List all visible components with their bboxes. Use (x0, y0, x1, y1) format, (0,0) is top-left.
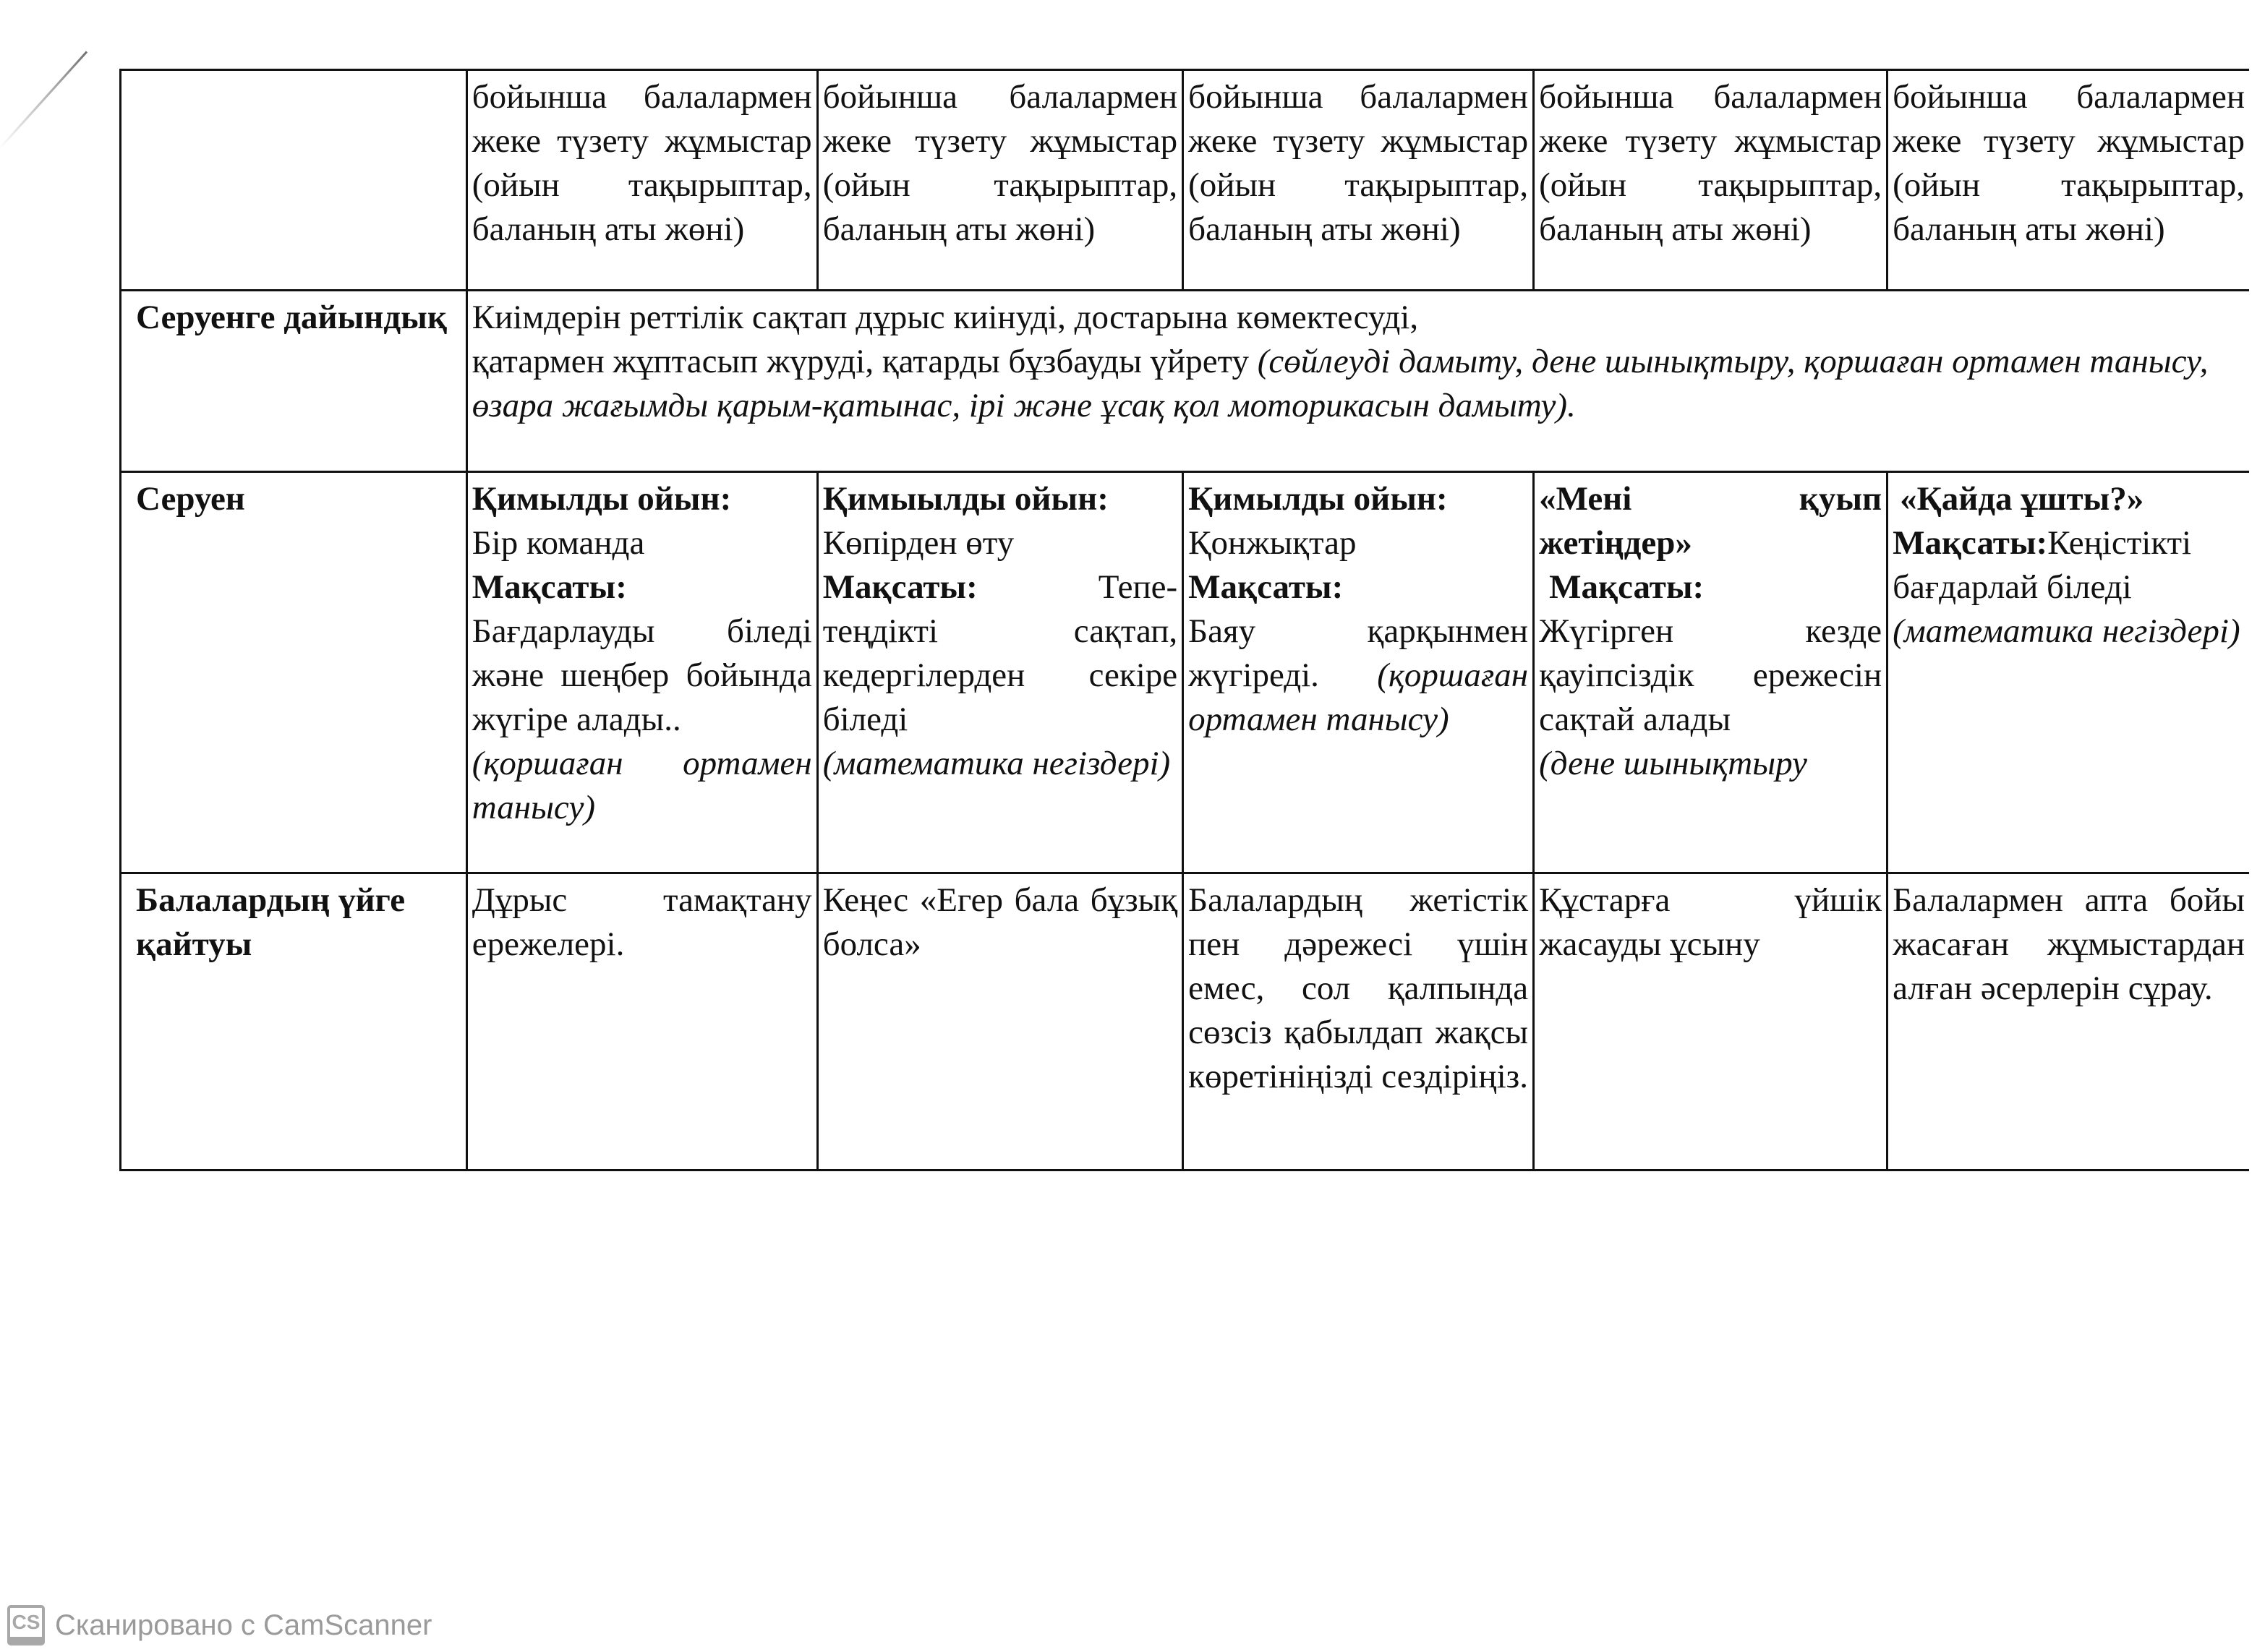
table-cell-day-5: бойынша балалармен жеке түзету жұмыстар (ойын тақырыптар, баланың аты жөні) (1888, 70, 2249, 291)
game-title: Қимыылды ойын: (822, 480, 1109, 518)
table-cell-home-day-2: Кеңес «Егер бала бұзық болса» (817, 873, 1182, 1170)
learning-area: (қоршаған ортамен танысу) (472, 745, 812, 826)
scan-page-edge (0, 51, 88, 149)
table-cell-home-day-5: Балалармен апта бойы жасаған жұмыстардан алған әсерлерін сұрау. (1888, 873, 2249, 1170)
table-cell-walk-preparation-merged (466, 291, 2249, 472)
table-row-walk-preparation (121, 291, 2250, 472)
table-cell-home-day-1: Дұрыс тамақтану ережелері. (466, 873, 817, 1170)
daily-plan-table (119, 69, 2249, 1171)
goal-label: Мақсаты: (1893, 524, 2048, 562)
goal-label: Мақсаты: (822, 568, 978, 606)
learning-area: (дене шынықтыру (1539, 745, 1807, 782)
game-title: «Мені қуып жетіңдер» (1539, 480, 1882, 562)
table-row-going-home (121, 873, 2250, 1170)
learning-area: (математика негіздері) (822, 745, 1171, 782)
table-cell-walk-day-3 (1183, 472, 1534, 873)
goal-label: Мақсаты: (1549, 568, 1705, 606)
game-name: Көпірден өту (822, 524, 1015, 562)
table-cell-day-2: бойынша балалармен жеке түзету жұмыстар (ойын тақырыптар, баланың аты жөні) (817, 70, 1182, 291)
table-row-individual-work (121, 70, 2250, 291)
game-title: «Қайда ұшты?» (1900, 480, 2144, 518)
game-name: Бір команда (472, 524, 645, 562)
row-label-walk-preparation: Серуенге дайындық (121, 291, 467, 472)
table-cell-day-1: бойынша балалармен жеке түзету жұмыстар (ойын тақырыптар, баланың аты жөні) (466, 70, 817, 291)
row-label-walk: Серуен (121, 472, 467, 873)
table-cell-day-3: бойынша балалармен жеке түзету жұмыстар (ойын тақырыптар, баланың аты жөні) (1183, 70, 1534, 291)
table-cell-walk-day-1 (466, 472, 817, 873)
goal-label: Мақсаты: (472, 568, 627, 606)
walk-prep-line-1: Киімдерін реттілік сақтап дұрыс киінуді, достарына көмектесуді, (472, 299, 1419, 336)
learning-area: (математика негіздері) (1893, 612, 2240, 650)
learning-area: (қоршаған ортамен танысу) (1188, 656, 1529, 738)
goal-text: Баяу қарқынмен жүгіреді. (1188, 612, 1529, 694)
table-cell-home-day-3: Балалардың жетістік пен дәрежесі үшін емес, сол қалпында сөзсіз қабылдап жақсы көретініңізді сездіріңіз. (1183, 873, 1534, 1170)
goal-text: Жүгірген кезде қауіпсіздік ережесін сақтай алады (1539, 612, 1882, 738)
goal-text: Бағдарлауды біледі және шеңбер бойында жүгіре алады.. (472, 612, 812, 738)
goal-text: Кеңістікті бағдарлай біледі (1893, 524, 2192, 606)
watermark-text: Сканировано с CamScanner (55, 1609, 432, 1641)
walk-prep-areas: (сөйлеуді дамыту, дене шынықтыру, қоршаған ортамен танысу, өзара жағымды қарым-қатынас, ірі және ұсақ қол моторикасын дамыту). (472, 343, 2209, 424)
table-cell-walk-day-5 (1888, 472, 2249, 873)
game-title: Қимылды ойын: (472, 480, 732, 518)
goal-text: Тепе-теңдікті сақтап, кедергілерден секіре біледі (822, 568, 1178, 738)
camscanner-logo-icon: CS (7, 1605, 45, 1645)
goal-label: Мақсаты: (1188, 568, 1344, 606)
table-cell-walk-day-2 (817, 472, 1182, 873)
walk-prep-line-2: қатармен жұптасып жүруді, қатарды бұзбауды үйрету (472, 343, 1258, 380)
game-name: Қонжықтар (1188, 524, 1357, 562)
table-cell-day-4: бойынша балалармен жеке түзету жұмыстар (ойын тақырыптар, баланың аты жөні) (1534, 70, 1888, 291)
row-label-going-home: Балалардың үйге қайтуы (121, 873, 467, 1170)
game-title: Қимылды ойын: (1188, 480, 1448, 518)
table-cell-walk-day-4 (1534, 472, 1888, 873)
row-label (121, 70, 467, 291)
table-cell-home-day-4: Құстарға үйшік жасауды ұсыну (1534, 873, 1888, 1170)
camscanner-watermark (7, 1605, 432, 1645)
table-row-walk (121, 472, 2250, 873)
